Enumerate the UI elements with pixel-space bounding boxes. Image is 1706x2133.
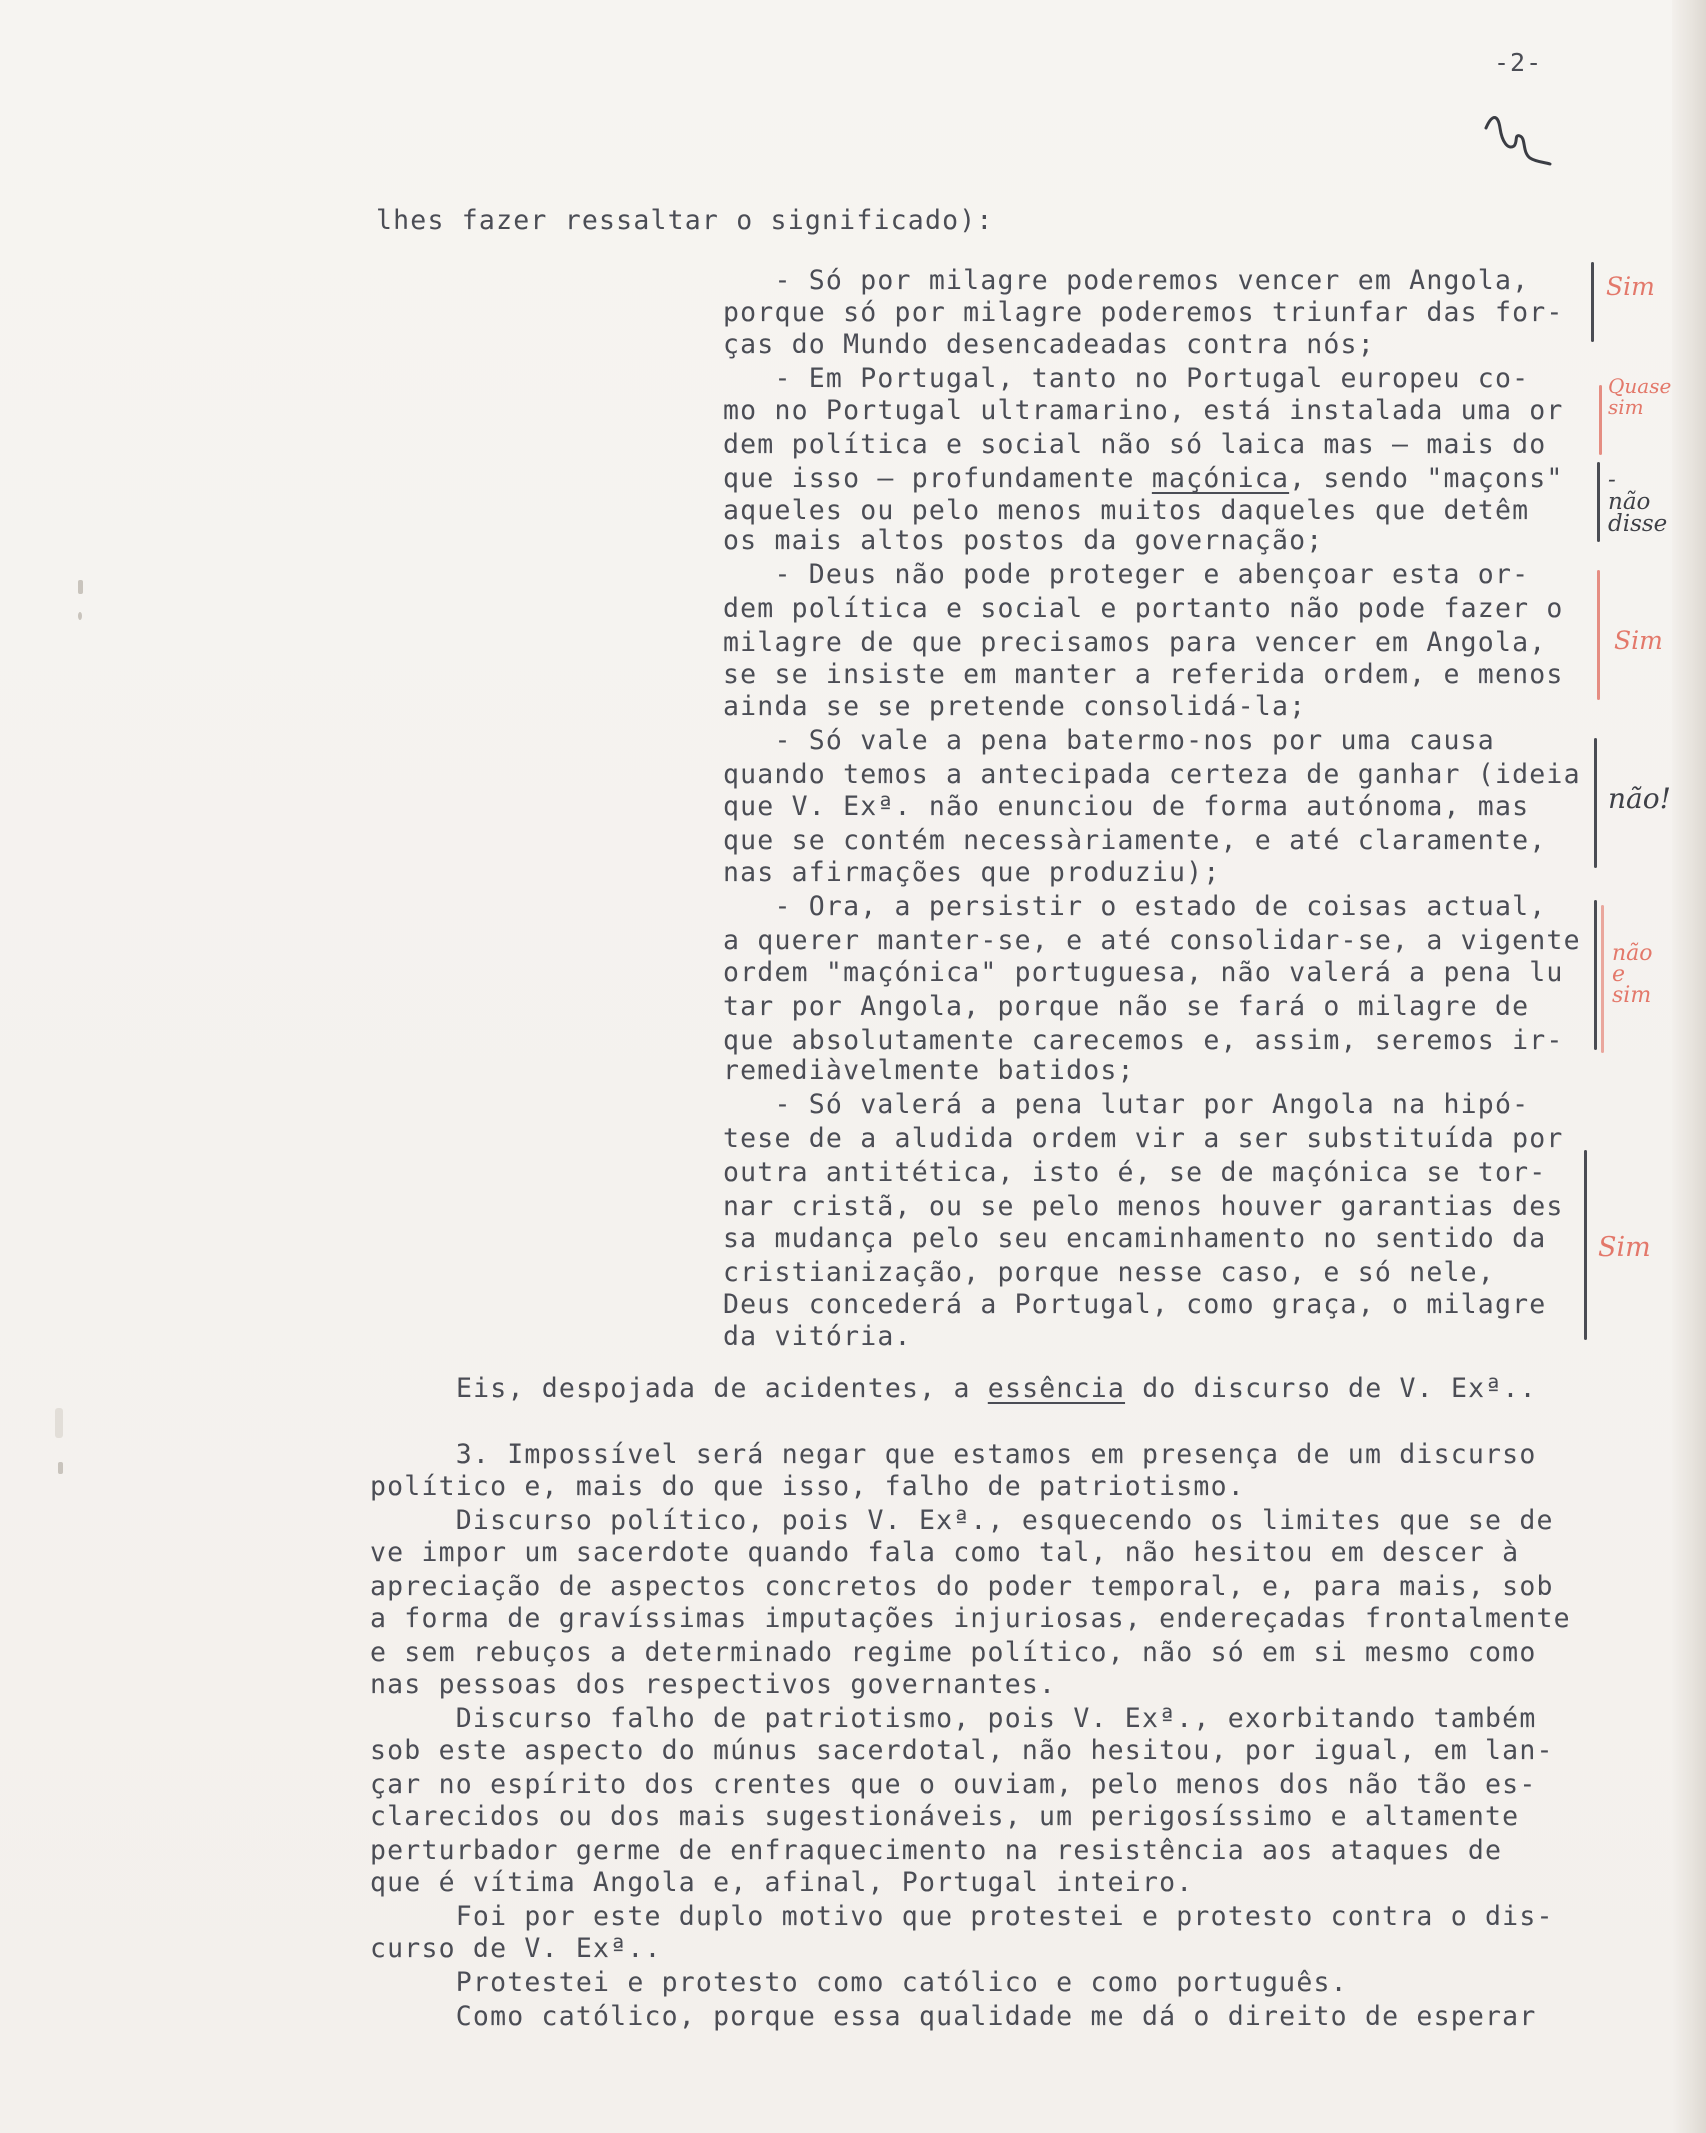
quote-line: tar por Angola, porque não se fará o milagre de <box>723 991 1530 1022</box>
quote-line: - Ora, a persistir o estado de coisas actual, <box>723 891 1547 922</box>
body-line: Discurso falho de patriotismo, pois V. Exª., exorbitando também <box>370 1703 1537 1734</box>
body-line: clarecidos ou dos mais sugestionáveis, um perigosíssimo e altamente <box>370 1801 1520 1832</box>
quote-line: que se contém necessàriamente, e até claramente, <box>723 825 1547 856</box>
paper-speck <box>58 1462 63 1474</box>
body-line: Foi por este duplo motivo que protestei e protesto contra o dis- <box>370 1901 1554 1932</box>
margin-bar <box>1591 262 1594 342</box>
margin-bar <box>1599 385 1602 455</box>
body-line: apreciação de aspectos concretos do poder temporal, e, para mais, sob <box>370 1571 1554 1602</box>
quote-line: que absolutamente carecemos e, assim, seremos ir- <box>723 1025 1564 1056</box>
quote-line: dem política e social e portanto não pode fazer o <box>723 593 1564 624</box>
quote-line: a querer manter-se, e até consolidar-se, a vigente <box>723 925 1581 956</box>
intro-line: lhes fazer ressaltar o significado): <box>376 205 994 236</box>
quote-line: Deus concederá a Portugal, como graça, o milagre <box>723 1289 1547 1320</box>
quote-line: dem política e social não só laica mas — mais do <box>723 429 1547 460</box>
body-line: a forma de gravíssimas imputações injuriosas, endereçadas frontalmente <box>370 1603 1571 1634</box>
handwritten-initial-icon <box>1478 106 1558 176</box>
quote-line: sa mudança pelo seu encaminhamento no sentido da <box>723 1223 1547 1254</box>
margin-note: Sim <box>1614 626 1663 655</box>
emphasis-underline: maçónica <box>1151 463 1290 494</box>
quote-line: nar cristã, ou se pelo menos houver garantias des <box>723 1191 1564 1222</box>
quote-line: tese de a aludida ordem vir a ser substituída por <box>723 1123 1564 1154</box>
quote-line: nas afirmações que produziu); <box>723 857 1221 888</box>
page-edge-shadow <box>1672 0 1706 2133</box>
quote-line: ainda se se pretende consolidá-la; <box>723 691 1307 722</box>
quote-line: cristianização, porque nesse caso, e só nele, <box>723 1257 1495 1288</box>
body-line: político e, mais do que isso, falho de patriotismo. <box>370 1471 1245 1502</box>
quote-line: que isso — profundamente maçónica, sendo "maçons" <box>723 463 1564 494</box>
body-line: e sem rebuços a determinado regime político, não só em si mesmo como <box>370 1637 1537 1668</box>
quote-line: se se insiste em manter a referida ordem, e menos <box>723 659 1564 690</box>
quote-line: - Só por milagre poderemos vencer em Angola, <box>723 265 1530 296</box>
margin-note: Quase sim <box>1608 374 1672 419</box>
margin-note: Sim <box>1598 1232 1651 1263</box>
quote-line: - Só valerá a pena lutar por Angola na hipó- <box>723 1089 1530 1120</box>
margin-bar <box>1597 570 1600 700</box>
body-line: curso de V. Exª.. <box>370 1933 662 1964</box>
quote-line: - Deus não pode proteger e abençoar esta or- <box>723 559 1530 590</box>
quote-line: milagre de que precisamos para vencer em Angola, <box>723 627 1547 658</box>
margin-bar <box>1597 462 1600 542</box>
quote-line: remediàvelmente batidos; <box>723 1055 1135 1086</box>
quote-line: da vitória. <box>723 1321 912 1352</box>
emphasis-underline: essência <box>987 1373 1126 1404</box>
quote-line: porque só por milagre poderemos triunfar das for- <box>723 297 1564 328</box>
margin-note: - não disse <box>1608 467 1668 537</box>
body-line: Como católico, porque essa qualidade me dá o direito de esperar <box>370 2001 1537 2032</box>
body-line: 3. Impossível será negar que estamos em presença de um discurso <box>370 1439 1537 1470</box>
margin-note: não! <box>1608 782 1671 815</box>
quote-line: - Só vale a pena batermo-nos por uma causa <box>723 725 1495 756</box>
body-line: ve impor um sacerdote quando fala como tal, não hesitou em descer à <box>370 1537 1520 1568</box>
summary-line: Eis, despojada de acidentes, a essência do discurso de V. Exª.. <box>456 1373 1537 1404</box>
page-number: -2- <box>1494 48 1543 77</box>
margin-bar <box>1594 738 1597 868</box>
body-line: sob este aspecto do múnus sacerdotal, não hesitou, por igual, em lan- <box>370 1735 1554 1766</box>
paper-speck <box>78 612 82 620</box>
margin-bar <box>1584 1150 1587 1340</box>
quote-line: mo no Portugal ultramarino, está instalada uma or <box>723 395 1564 426</box>
body-line: çar no espírito dos crentes que o ouviam, pelo menos dos não tão es- <box>370 1769 1537 1800</box>
margin-bar <box>1594 900 1597 1050</box>
paper-speck <box>78 580 83 594</box>
quote-line: quando temos a antecipada certeza de ganhar (ideia <box>723 759 1581 790</box>
margin-note: não e sim <box>1612 941 1653 1008</box>
quote-line: outra antitética, isto é, se de maçónica se tor- <box>723 1157 1547 1188</box>
quote-line: ordem "maçónica" portuguesa, não valerá a pena lu <box>723 957 1564 988</box>
quote-line: - Em Portugal, tanto no Portugal europeu co- <box>723 363 1530 394</box>
quote-line: os mais altos postos da governação; <box>723 525 1324 556</box>
quote-line: aqueles ou pelo menos muitos daqueles que detêm <box>723 495 1530 526</box>
body-line: nas pessoas dos respectivos governantes. <box>370 1669 1057 1700</box>
quote-line: que V. Exª. não enunciou de forma autónoma, mas <box>723 791 1530 822</box>
body-line: perturbador germe de enfraquecimento na resistência aos ataques de <box>370 1835 1503 1866</box>
body-line: que é vítima Angola e, afinal, Portugal inteiro. <box>370 1867 1194 1898</box>
margin-note: Sim <box>1606 272 1655 301</box>
margin-bar <box>1601 905 1604 1053</box>
paper-speck <box>55 1408 63 1438</box>
body-line: Protestei e protesto como católico e como português. <box>370 1967 1348 1998</box>
quote-line: ças do Mundo desencadeadas contra nós; <box>723 329 1375 360</box>
body-line: Discurso político, pois V. Exª., esquecendo os limites que se de <box>370 1505 1554 1536</box>
